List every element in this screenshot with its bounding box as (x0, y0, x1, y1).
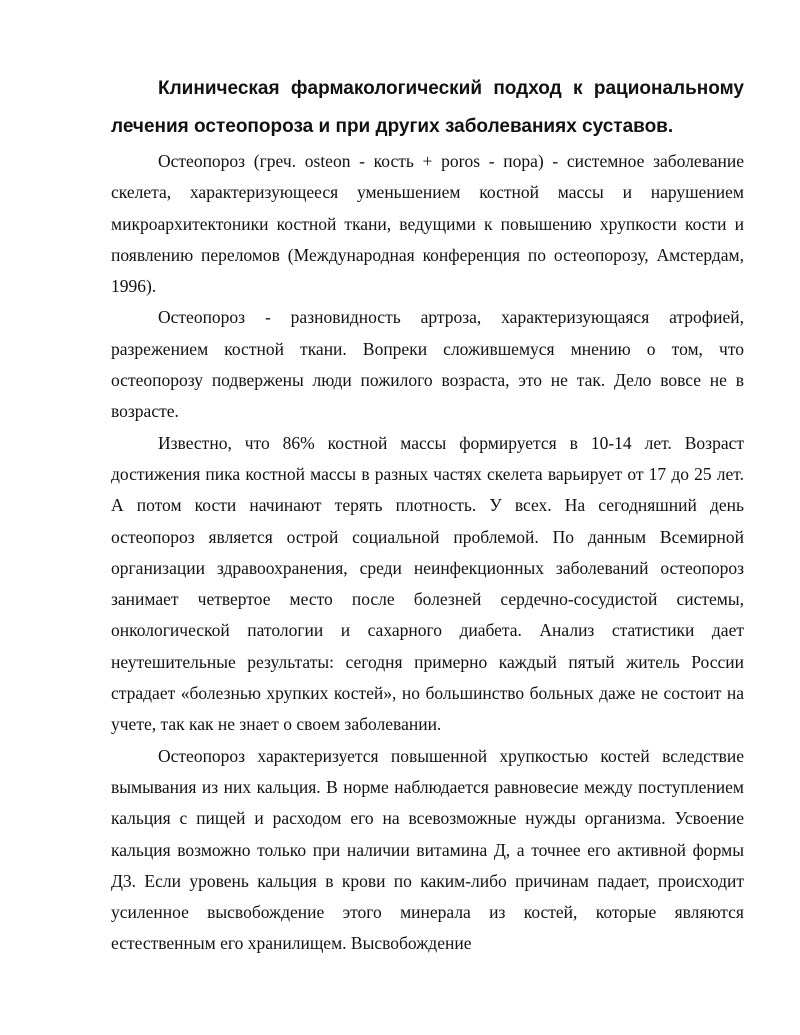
paragraph-definition: Остеопороз (греч. osteon - кость + poros - пора) - системное заболевание скелета, характеризующееся уменьшением костной массы и нарушением микроархитектоники костной ткани, ведущими к повышению хрупкости кости и появлению переломов (Международная конференция по остеопорозу, Амстердам, 1996). (111, 151, 744, 297)
document-page (111, 66, 744, 960)
paragraph-arthrosis: Остеопороз - разновидность артроза, характеризующаяся атрофией, разрежением костной ткани. Вопреки сложившемуся мнению о том, что остеопорозу подвержены люди пожилого возраста, это не так. Дело вовсе не в возрасте. (111, 307, 744, 422)
paragraph-statistics: Известно, что 86% костной массы формируется в 10-14 лет. Возраст достижения пика костной массы в разных частях скелета варьирует от 17 до 25 лет. А потом кости начинают терять плотность. У всех. На сегодняшний день остеопороз является острой социальной проблемой. По данным Всемирной организации здравоохранения, среди неинфекционных заболеваний остеопороз занимает четвертое место после болезней сердечно-сосудистой системы, онкологической патологии и сахарного диабета. Анализ статистики дает неутешительные результаты: сегодня примерно каждый пятый житель России страдает «болезнью хрупких костей», но большинство больных даже не состоит на учете, так как не знает о своем заболевании. (111, 432, 744, 735)
document-title: Клиническая фармакологический подход к рациональному лечения остеопороза и при других заболеваниях суставов. (111, 78, 744, 137)
paragraph-calcium: Остеопороз характеризуется повышенной хрупкостью костей вследствие вымывания из них кальция. В норме наблюдается равновесие между поступлением кальция с пищей и расходом его на всевозможные нужды организма. Усвоение кальция возможно только при наличии витамина Д, а точнее его активной формы Д3. Если уровень кальция в крови по каким-либо причинам падает, происходит усиленное высвобождение этого минерала из костей, которые являются естественным его хранилищем. Высвобождение (111, 745, 744, 954)
